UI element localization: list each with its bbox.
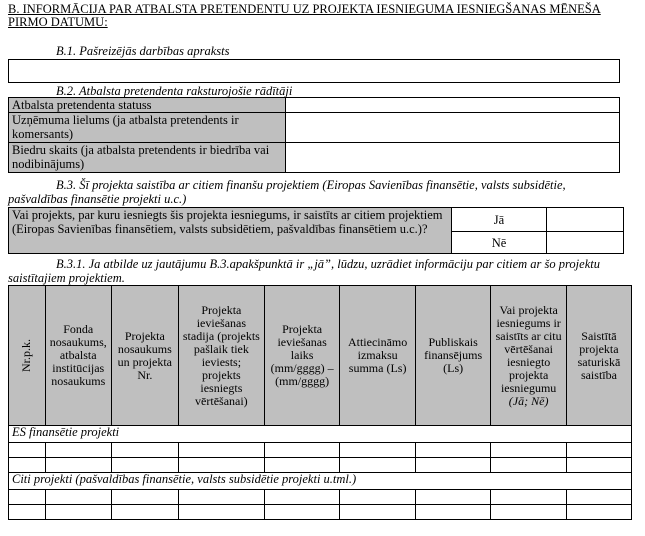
b3-yes-label: Jā [452,208,547,232]
b2-title: B.2. Atbalsta pretendenta raksturojošie rādītāji [56,84,293,98]
table-row [9,490,632,505]
col-header-linked: Vai projekta iesniegums ir saistīts ar citu vērtēšanai iesniegto projekta iesniegumu (Jā; Nē) [491,286,567,426]
b3-yes-checkbox[interactable] [547,208,624,232]
b2-row-label: Uzņēmuma lielums (ja atbalsta pretendents ir komersants) [9,113,286,143]
b3-question: Vai projekts, par kuru iesniegts šis projekta iesniegums, ir saistīts ar citiem projektiem (Eiropas Savienības finansētiem, valsts subsidētiem, pašvaldības finansētiem u.c.)? [9,208,452,254]
b2-value-cell[interactable] [286,143,620,173]
col-header-time: Projekta ieviešanas laiks (mm/gggg) – (mm/gggg) [264,286,340,426]
b2-row-label: Biedru skaits (ja atbalsta pretendents ir biedrība vai nodibinājums) [9,143,286,173]
b3-no-label: Nē [452,232,547,254]
b2-table [8,97,620,173]
b3-no-checkbox[interactable] [547,232,624,254]
b2-value-cell[interactable] [286,113,620,143]
b1-description-field[interactable] [8,59,620,83]
section-heading: B. INFORMĀCIJA PAR ATBALSTA PRETENDENTU UZ PROJEKTA IESNIEGUMA IESNIEGŠANAS MĒNEŠA PIRMO DATUMU: [8,2,601,29]
table-row [9,458,632,473]
col-header-costs: Attiecināmo izmaksu summa (Ls) [340,286,416,426]
col-header-linked-options: (Jā; Nē) [508,393,549,408]
table-row [9,505,632,520]
col-header-fund: Fonda nosaukums, atbalsta institūcijas nosaukums [45,286,111,426]
b3-table [8,207,624,254]
b1-title: B.1. Pašreizējās darbības apraksts [56,44,230,58]
col-header-stage: Projekta ieviešanas stadija (projekts pašlaik tiek ieviests; projekts iesniegts vērtēšanai) [178,286,264,426]
col-header-public-funding: Publiskais finansējums (Ls) [415,286,491,426]
b2-value-cell[interactable] [286,98,620,113]
col-header-content-link: Saistītā projekta saturiskā saistība [566,286,631,426]
b31-table [8,285,632,520]
col-header-nr: Nr.p.k. [9,286,46,426]
b31-title: B.3.1. Ja atbilde uz jautājumu B.3.apakšpunktā ir „jā”, lūdzu, uzrādiet informāciju par citiem ar šo projektu saistītajiem projektiem. [8,257,600,285]
table-row [9,443,632,458]
col-header-project-name: Projekta nosaukums un projekta Nr. [111,286,178,426]
section-es-projects: ES finansētie projekti [9,426,632,443]
b3-title: B.3. Šī projekta saistība ar citiem finanšu projektiem (Eiropas Savienības finansētie, valsts subsidētie, pašvaldības finansētie projekti u.c.) [8,178,566,206]
b2-row-label: Atbalsta pretendenta statuss [9,98,286,113]
section-other-projects: Citi projekti (pašvaldības finansētie, valsts subsidētie projekti u.tml.) [9,473,632,490]
